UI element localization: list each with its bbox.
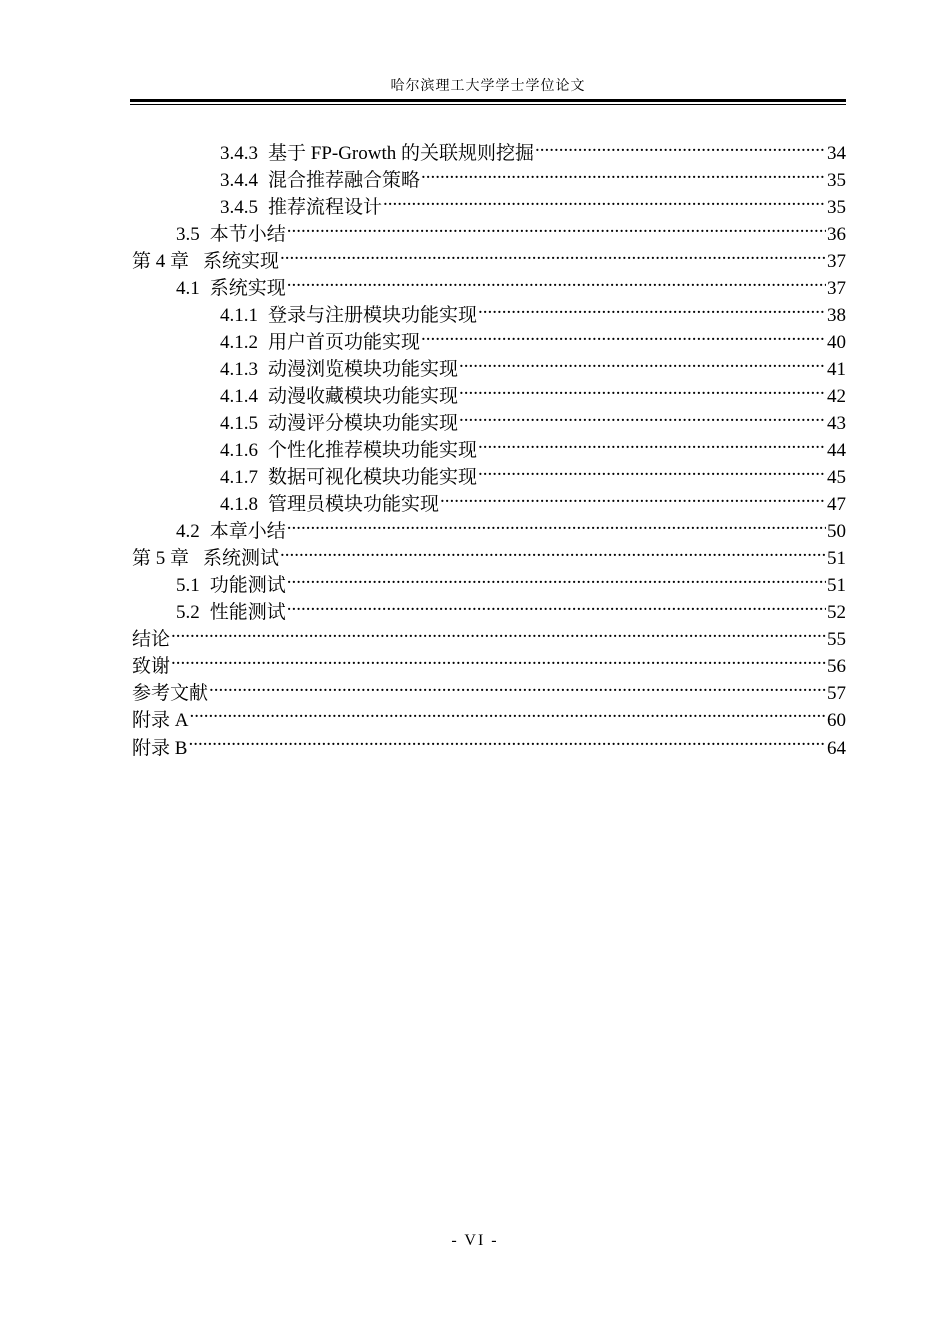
toc-entry-title: 用户首页功能实现: [268, 332, 421, 353]
toc-entry[interactable]: [132, 672, 846, 704]
toc-dot-leader: [171, 645, 826, 672]
toc-dot-leader: [478, 429, 826, 456]
toc-entry-number: 4.1.7: [220, 467, 258, 488]
toc-entry-page: 51: [827, 548, 846, 569]
toc-entry-number: 4.2: [176, 521, 200, 542]
toc-entry-title: 混合推荐融合策略: [268, 170, 421, 191]
toc-entry-page: 45: [827, 467, 846, 488]
toc-entry-page: 34: [827, 143, 846, 164]
toc-dot-leader: [209, 672, 826, 699]
toc-dot-leader: [440, 483, 826, 510]
toc-entry-number: 4.1.2: [220, 332, 258, 353]
page-header: 哈尔滨理工大学学士学位论文: [390, 79, 586, 94]
toc-entry-title: 登录与注册模块功能实现: [268, 305, 478, 326]
toc-entry-number: 5.1: [176, 575, 200, 596]
toc-entry[interactable]: [132, 645, 846, 677]
toc-entry-title: 附录 B: [132, 738, 188, 759]
toc-entry-page: 37: [827, 278, 846, 299]
toc-entry-number: 5.2: [176, 602, 200, 623]
toc-entry-title: 数据可视化模块功能实现: [268, 467, 478, 488]
toc-dot-leader: [280, 537, 826, 564]
toc-entry-number: 第 4 章: [132, 251, 190, 272]
toc-dot-leader: [189, 699, 826, 726]
toc-entry-number: 第 5 章: [132, 548, 190, 569]
toc-entry-page: 38: [827, 305, 846, 326]
toc-entry-title: 系统实现: [203, 251, 280, 272]
toc-entry-number: 3.4.4: [220, 170, 258, 191]
toc-entry-number: 3.5: [176, 224, 200, 245]
toc-entry-number: 4.1: [176, 278, 200, 299]
toc-entry-title: 致谢: [132, 656, 171, 677]
toc-entry-title: 本节小结: [209, 224, 286, 245]
toc-entry-page: 50: [827, 521, 846, 542]
toc-entry-page: 57: [827, 683, 846, 704]
toc-entry-page: 52: [827, 602, 846, 623]
toc-entry-page: 40: [827, 332, 846, 353]
toc-entry-number: 4.1.8: [220, 494, 258, 515]
header-rule-thin: [130, 104, 846, 105]
toc-entry-page: 56: [827, 656, 846, 677]
toc-dot-leader: [188, 727, 826, 754]
toc-entry-number: 4.1.3: [220, 359, 258, 380]
toc-dot-leader: [383, 186, 826, 213]
toc-dot-leader: [459, 348, 826, 375]
toc-entry-title: 管理员模块功能实现: [268, 494, 440, 515]
toc-entry-page: 41: [827, 359, 846, 380]
toc-entry-page: 64: [827, 738, 846, 759]
toc-dot-leader: [287, 267, 826, 294]
toc-entry-number: 3.4.3: [220, 143, 258, 164]
toc-dot-leader: [421, 321, 826, 348]
toc-entry-page: 35: [827, 197, 846, 218]
toc-entry-number: 4.1.4: [220, 386, 258, 407]
toc-entry-title: 推荐流程设计: [268, 197, 383, 218]
toc-dot-leader: [287, 591, 826, 618]
toc-entry-title: 附录 A: [132, 710, 189, 731]
toc-entry-number: 4.1.5: [220, 413, 258, 434]
toc-entry-number: 3.4.5: [220, 197, 258, 218]
toc-dot-leader: [535, 132, 826, 159]
toc-entry-title: 系统测试: [203, 548, 280, 569]
toc-entry[interactable]: [132, 132, 846, 164]
toc-entry-page: 44: [827, 440, 846, 461]
toc-entry-title: 结论: [132, 629, 171, 650]
toc-dot-leader: [287, 213, 826, 240]
toc-entry-title: 本章小结: [209, 521, 286, 542]
toc-entry-number: 4.1.1: [220, 305, 258, 326]
toc-entry-page: 36: [827, 224, 846, 245]
toc-dot-leader: [287, 510, 826, 537]
toc-entry-title: 参考文献: [132, 683, 209, 704]
table-of-contents: [132, 132, 846, 759]
toc-entry-title: 动漫评分模块功能实现: [268, 413, 459, 434]
toc-dot-leader: [280, 240, 826, 267]
toc-entry-page: 43: [827, 413, 846, 434]
toc-entry[interactable]: [132, 699, 846, 731]
toc-entry-title: 个性化推荐模块功能实现: [268, 440, 478, 461]
toc-entry-title: 动漫浏览模块功能实现: [268, 359, 459, 380]
toc-dot-leader: [478, 456, 826, 483]
toc-dot-leader: [459, 375, 826, 402]
toc-entry-title: 功能测试: [209, 575, 286, 596]
toc-entry-page: 47: [827, 494, 846, 515]
toc-entry-page: 55: [827, 629, 846, 650]
toc-dot-leader: [478, 294, 826, 321]
toc-entry-page: 42: [827, 386, 846, 407]
toc-entry-title: 系统实现: [209, 278, 286, 299]
toc-dot-leader: [287, 564, 826, 591]
toc-entry[interactable]: [132, 727, 846, 759]
toc-entry-title: 基于 FP-Growth 的关联规则挖掘: [268, 143, 535, 164]
toc-entry-title: 动漫收藏模块功能实现: [268, 386, 459, 407]
toc-dot-leader: [459, 402, 826, 429]
toc-entry[interactable]: [132, 618, 846, 650]
toc-entry-page: 51: [827, 575, 846, 596]
toc-entry-page: 35: [827, 170, 846, 191]
header-rule-thick: [130, 99, 846, 102]
toc-dot-leader: [421, 159, 826, 186]
toc-dot-leader: [171, 618, 826, 645]
page-number: - VI -: [451, 1232, 499, 1249]
toc-entry-page: 60: [827, 710, 846, 731]
toc-entry-number: 4.1.6: [220, 440, 258, 461]
toc-entry-title: 性能测试: [209, 602, 286, 623]
toc-entry-page: 37: [827, 251, 846, 272]
